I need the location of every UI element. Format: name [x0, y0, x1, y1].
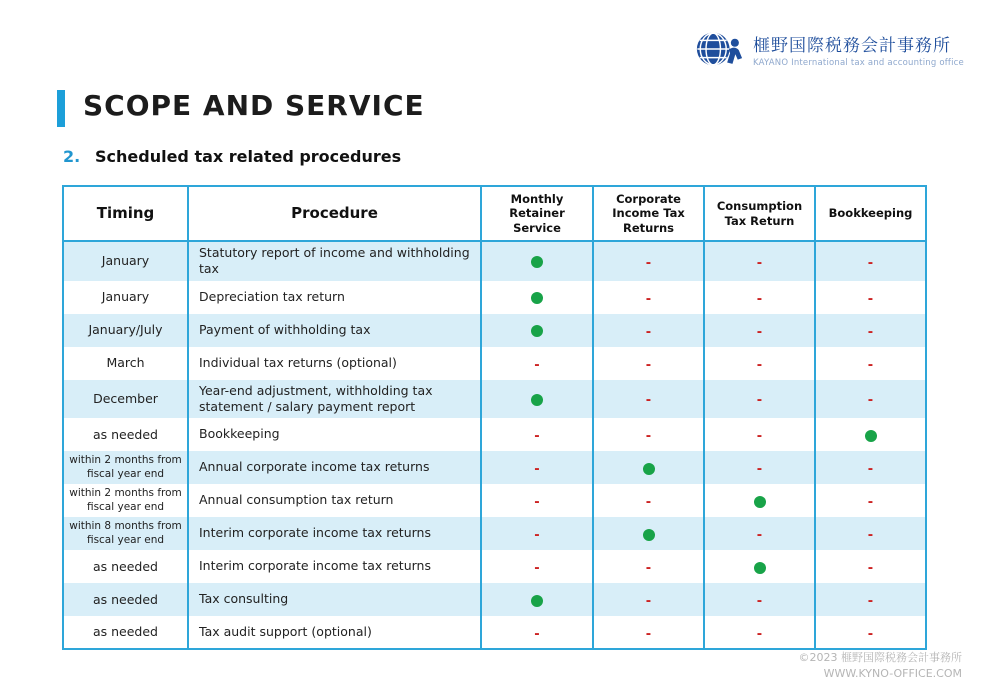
website-text: WWW.KYNO-OFFICE.COM [823, 667, 962, 681]
mark-cell [704, 550, 815, 583]
service-not-applicable-dash: - [867, 594, 874, 609]
column-header: Timing [63, 186, 188, 241]
service-included-dot-icon [531, 325, 543, 337]
mark-cell [815, 241, 926, 281]
mark-cell [704, 484, 815, 517]
mark-cell [815, 550, 926, 583]
service-not-applicable-dash: - [867, 255, 874, 271]
service-included-dot-icon [531, 292, 543, 304]
service-not-applicable-dash: - [867, 462, 874, 477]
mark-cell [704, 418, 815, 451]
timing-cell: January [63, 281, 188, 314]
procedure-cell: Annual consumption tax return [188, 484, 481, 517]
service-not-applicable-dash: - [756, 357, 763, 373]
service-not-applicable-dash: - [534, 495, 540, 510]
service-not-applicable-dash: - [645, 255, 652, 271]
mark-cell [704, 241, 815, 281]
column-header: Monthly Retainer Service [481, 186, 593, 241]
timing-cell: January [63, 241, 188, 281]
table-row [63, 241, 926, 281]
company-name-english: KAYANO International tax and accounting office [753, 57, 964, 68]
service-not-applicable-dash: - [867, 626, 874, 642]
mark-cell [593, 281, 704, 314]
service-not-applicable-dash: - [756, 255, 763, 271]
mark-cell [481, 583, 593, 616]
mark-cell [815, 517, 926, 550]
timing-cell: January/July [63, 314, 188, 347]
mark-cell [593, 314, 704, 347]
timing-cell: March [63, 347, 188, 380]
mark-cell [815, 451, 926, 484]
service-not-applicable-dash: - [534, 528, 540, 543]
page-title: SCOPE AND SERVICE [83, 89, 425, 122]
service-not-applicable-dash: - [756, 393, 763, 409]
procedure-cell: Tax audit support (optional) [188, 616, 481, 649]
timing-cell: within 2 months from fiscal year end [63, 484, 188, 517]
mark-cell [481, 380, 593, 419]
service-not-applicable-dash: - [645, 357, 652, 373]
service-not-applicable-dash: - [645, 626, 652, 642]
mark-cell [481, 484, 593, 517]
table-row [63, 314, 926, 347]
copyright-text: ©2023 榧野国際税務会計事務所 [798, 651, 962, 665]
mark-cell [704, 347, 815, 380]
mark-cell [815, 484, 926, 517]
mark-cell [815, 314, 926, 347]
procedure-cell: Payment of withholding tax [188, 314, 481, 347]
table-row [63, 517, 926, 550]
table-row [63, 281, 926, 314]
table-row [63, 451, 926, 484]
service-not-applicable-dash: - [756, 429, 763, 444]
service-not-applicable-dash: - [756, 462, 763, 477]
mark-cell [704, 314, 815, 347]
mark-cell [593, 616, 704, 649]
procedure-cell: Interim corporate income tax returns [188, 550, 481, 583]
mark-cell [593, 583, 704, 616]
mark-cell [704, 583, 815, 616]
service-not-applicable-dash: - [534, 462, 540, 477]
service-not-applicable-dash: - [645, 495, 652, 510]
mark-cell [481, 281, 593, 314]
mark-cell [593, 241, 704, 281]
service-included-dot-icon [643, 529, 655, 541]
procedure-cell: Bookkeeping [188, 418, 481, 451]
timing-cell: within 2 months from fiscal year end [63, 451, 188, 484]
table-row [63, 583, 926, 616]
service-not-applicable-dash: - [867, 393, 874, 409]
mark-cell [815, 616, 926, 649]
section-heading [63, 147, 401, 166]
mark-cell [815, 418, 926, 451]
table-row [63, 418, 926, 451]
service-not-applicable-dash: - [645, 594, 652, 609]
service-not-applicable-dash: - [867, 324, 874, 340]
procedure-cell: Individual tax returns (optional) [188, 347, 481, 380]
timing-cell: December [63, 380, 188, 419]
title-accent-bar [57, 90, 65, 127]
mark-cell [593, 451, 704, 484]
mark-cell [593, 380, 704, 419]
procedure-cell: Interim corporate income tax returns [188, 517, 481, 550]
procedures-table [62, 185, 927, 650]
service-included-dot-icon [865, 430, 877, 442]
table-row [63, 347, 926, 380]
mark-cell [704, 517, 815, 550]
service-not-applicable-dash: - [645, 429, 652, 444]
table-header [63, 186, 926, 241]
service-not-applicable-dash: - [645, 291, 652, 307]
mark-cell [704, 451, 815, 484]
service-not-applicable-dash: - [867, 357, 874, 373]
globe-icon [694, 27, 744, 71]
service-not-applicable-dash: - [534, 561, 540, 576]
mark-cell [815, 380, 926, 419]
table-row [63, 380, 926, 419]
column-header: Consumption Tax Return [704, 186, 815, 241]
service-included-dot-icon [531, 256, 543, 268]
timing-cell: as needed [63, 550, 188, 583]
service-not-applicable-dash: - [756, 626, 763, 642]
column-header: Procedure [188, 186, 481, 241]
service-not-applicable-dash: - [534, 626, 540, 642]
service-not-applicable-dash: - [756, 291, 763, 307]
mark-cell [704, 380, 815, 419]
mark-cell [815, 347, 926, 380]
procedure-cell: Depreciation tax return [188, 281, 481, 314]
timing-cell: as needed [63, 583, 188, 616]
company-name-japanese: 榧野国際税務会計事務所 [753, 35, 952, 56]
procedure-cell: Tax consulting [188, 583, 481, 616]
mark-cell [481, 347, 593, 380]
service-included-dot-icon [531, 394, 543, 406]
service-included-dot-icon [643, 463, 655, 475]
mark-cell [593, 517, 704, 550]
company-logo [694, 27, 964, 71]
service-not-applicable-dash: - [867, 528, 874, 543]
procedure-cell: Statutory report of income and withholding tax [188, 241, 481, 281]
service-not-applicable-dash: - [645, 393, 652, 409]
service-not-applicable-dash: - [534, 357, 540, 373]
service-not-applicable-dash: - [756, 594, 763, 609]
mark-cell [481, 241, 593, 281]
timing-cell: as needed [63, 418, 188, 451]
service-included-dot-icon [754, 562, 766, 574]
mark-cell [593, 484, 704, 517]
service-included-dot-icon [531, 595, 543, 607]
mark-cell [593, 347, 704, 380]
mark-cell [481, 616, 593, 649]
service-not-applicable-dash: - [867, 291, 874, 307]
procedures-table-container [62, 185, 927, 650]
mark-cell [593, 418, 704, 451]
column-header: Bookkeeping [815, 186, 926, 241]
service-not-applicable-dash: - [645, 561, 652, 576]
service-not-applicable-dash: - [756, 528, 763, 543]
mark-cell [481, 314, 593, 347]
mark-cell [481, 418, 593, 451]
service-not-applicable-dash: - [645, 324, 652, 340]
mark-cell [815, 583, 926, 616]
service-not-applicable-dash: - [867, 495, 874, 510]
timing-cell: as needed [63, 616, 188, 649]
footer [799, 650, 963, 682]
mark-cell [481, 517, 593, 550]
table-row [63, 484, 926, 517]
service-not-applicable-dash: - [867, 561, 874, 576]
column-header: Corporate Income Tax Returns [593, 186, 704, 241]
mark-cell [704, 281, 815, 314]
procedure-cell: Year-end adjustment, withholding tax statement / salary payment report [188, 380, 481, 419]
mark-cell [704, 616, 815, 649]
mark-cell [481, 550, 593, 583]
procedure-cell: Annual corporate income tax returns [188, 451, 481, 484]
service-not-applicable-dash: - [534, 429, 540, 444]
table-row [63, 616, 926, 649]
mark-cell [815, 281, 926, 314]
service-included-dot-icon [754, 496, 766, 508]
mark-cell [481, 451, 593, 484]
timing-cell: within 8 months from fiscal year end [63, 517, 188, 550]
section-number: 2. [63, 147, 81, 166]
table-row [63, 550, 926, 583]
service-not-applicable-dash: - [756, 324, 763, 340]
section-title: Scheduled tax related procedures [95, 147, 402, 166]
mark-cell [593, 550, 704, 583]
